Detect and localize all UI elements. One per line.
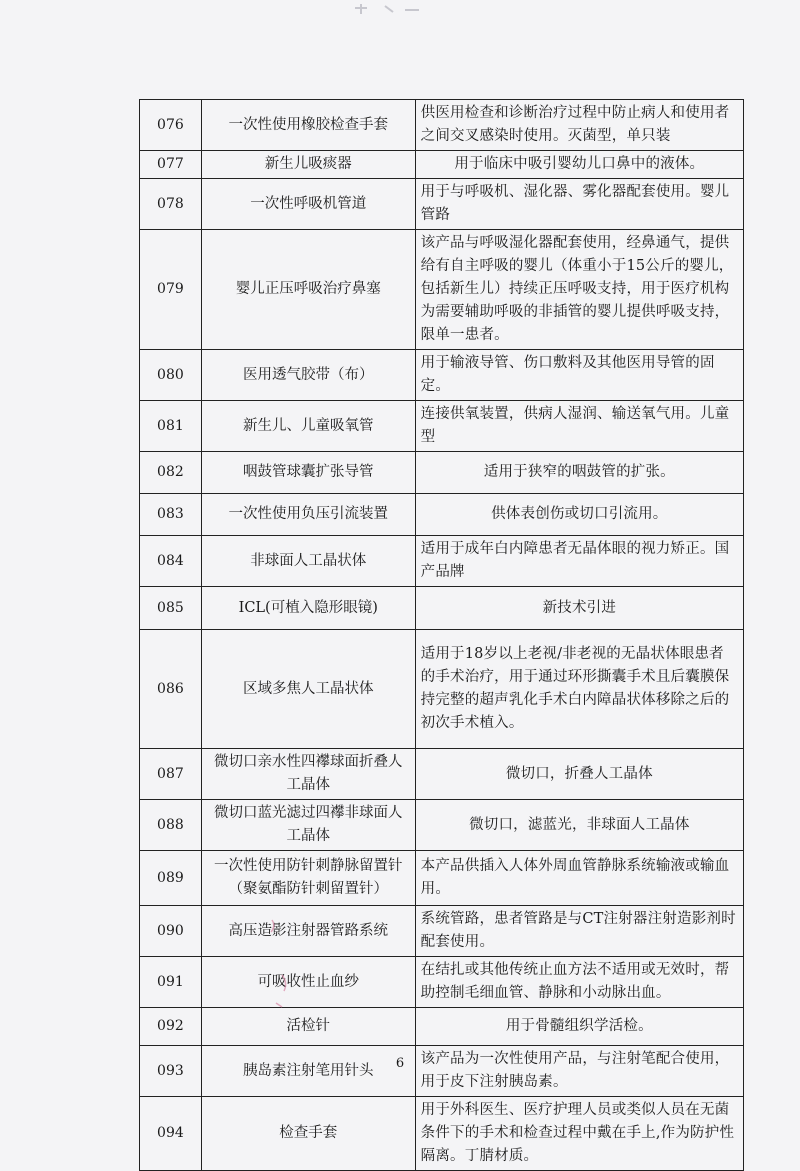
table-row [140, 151, 744, 179]
device-name: 胰岛素注射笔用针头 [201, 1046, 415, 1097]
pink-ink-mark [262, 915, 302, 1015]
device-name: 一次性呼吸机管道 [201, 179, 415, 230]
device-description: 供医用检查和诊断治疗过程中防止病人和使用者之间交叉感染时使用。灭菌型，单只装 [415, 100, 743, 151]
row-number: 077 [140, 151, 202, 179]
table-row [140, 851, 744, 906]
device-name: 可吸收性止血纱 [201, 957, 415, 1008]
row-number: 083 [140, 494, 202, 536]
device-name: 非球面人工晶状体 [201, 536, 415, 587]
table-row [140, 1008, 744, 1046]
table-row [140, 494, 744, 536]
table-row [140, 536, 744, 587]
row-number: 079 [140, 230, 202, 350]
row-number: 084 [140, 536, 202, 587]
device-name: 新生儿、儿童吸氧管 [201, 401, 415, 452]
row-number: 082 [140, 452, 202, 494]
device-description: 用于外科医生、医疗护理人员或类似人员在无菌条件下的手术和检查过程中戴在手上,作为防护性隔离。丁腈材质。 [415, 1097, 743, 1171]
row-number: 089 [140, 851, 202, 906]
device-description: 用于与呼吸机、湿化器、雾化器配套使用。婴儿管路 [415, 179, 743, 230]
device-description: 微切口，滤蓝光，非球面人工晶体 [415, 800, 743, 851]
device-description: 适用于18岁以上老视/非老视的无晶状体眼患者的手术治疗，用于通过环形撕囊手术且后囊膜保持完整的超声乳化手术白内障晶状体移除之后的初次手术植入。 [415, 630, 743, 749]
table-row [140, 749, 744, 800]
device-name: 一次性使用负压引流装置 [201, 494, 415, 536]
table-row [140, 800, 744, 851]
table-row [140, 1046, 744, 1097]
device-description: 用于临床中吸引婴幼儿口鼻中的液体。 [415, 151, 743, 179]
row-number: 092 [140, 1008, 202, 1046]
device-name: 活检针 [201, 1008, 415, 1046]
row-number: 085 [140, 587, 202, 630]
device-name: 高压造影注射器管路系统 [201, 906, 415, 957]
device-description: 在结扎或其他传统止血方法不适用或无效时，帮助控制毛细血管、静脉和小动脉出血。 [415, 957, 743, 1008]
table-row [140, 401, 744, 452]
device-description: 微切口，折叠人工晶体 [415, 749, 743, 800]
device-description: 新技术引进 [415, 587, 743, 630]
device-name: 咽鼓管球囊扩张导管 [201, 452, 415, 494]
device-description: 该产品为一次性使用产品，与注射笔配合使用，用于皮下注射胰岛素。 [415, 1046, 743, 1097]
table-row [140, 452, 744, 494]
table-row [140, 100, 744, 151]
table-row [140, 1097, 744, 1171]
table-row [140, 179, 744, 230]
row-number: 094 [140, 1097, 202, 1171]
row-number: 087 [140, 749, 202, 800]
device-description: 用于输液导管、伤口敷料及其他医用导管的固定。 [415, 350, 743, 401]
device-name: 检查手套 [201, 1097, 415, 1171]
device-description: 用于骨髓组织学活检。 [415, 1008, 743, 1046]
row-number: 093 [140, 1046, 202, 1097]
device-name: 区域多焦人工晶状体 [201, 630, 415, 749]
device-name: 一次性使用防针刺静脉留置针（聚氨酯防针刺留置针） [201, 851, 415, 906]
device-description: 该产品与呼吸湿化器配套使用，经鼻通气，提供给有自主呼吸的婴儿（体重小于15公斤的婴儿，包括新生儿）持续正压呼吸支持，用于医疗机构为需要辅助呼吸的非插管的婴儿提供呼吸支持，限单一患者。 [415, 230, 743, 350]
table-row [140, 957, 744, 1008]
device-description: 供体表创伤或切口引流用。 [415, 494, 743, 536]
table-row [140, 587, 744, 630]
table-row [140, 630, 744, 749]
row-number: 076 [140, 100, 202, 151]
table-row [140, 350, 744, 401]
device-name: 新生儿吸痰器 [201, 151, 415, 179]
row-number: 088 [140, 800, 202, 851]
row-number: 091 [140, 957, 202, 1008]
row-number: 081 [140, 401, 202, 452]
device-name: 微切口亲水性四襻球面折叠人工晶体 [201, 749, 415, 800]
device-description: 系统管路，患者管路是与CT注射器注射造影剂时配套使用。 [415, 906, 743, 957]
device-description: 连接供氧装置，供病人湿润、输送氧气用。儿童型 [415, 401, 743, 452]
stamp-fragment [335, 0, 445, 40]
table-row [140, 230, 744, 350]
device-name: 微切口蓝光滤过四襻非球面人工晶体 [201, 800, 415, 851]
row-number: 086 [140, 630, 202, 749]
device-name: ICL(可植入隐形眼镜) [201, 587, 415, 630]
table-row [140, 906, 744, 957]
device-name: 一次性使用橡胶检查手套 [201, 100, 415, 151]
page-number: 6 [395, 1056, 405, 1071]
device-description: 适用于成年白内障患者无晶体眼的视力矫正。国产品牌 [415, 536, 743, 587]
device-description: 本产品供插入人体外周血管静脉系统输液或输血用。 [415, 851, 743, 906]
row-number: 090 [140, 906, 202, 957]
device-table [139, 99, 744, 1171]
device-name: 婴儿正压呼吸治疗鼻塞 [201, 230, 415, 350]
device-name: 医用透气胶带（布） [201, 350, 415, 401]
device-description: 适用于狭窄的咽鼓管的扩张。 [415, 452, 743, 494]
device-table-container [139, 99, 744, 1171]
row-number: 078 [140, 179, 202, 230]
row-number: 080 [140, 350, 202, 401]
